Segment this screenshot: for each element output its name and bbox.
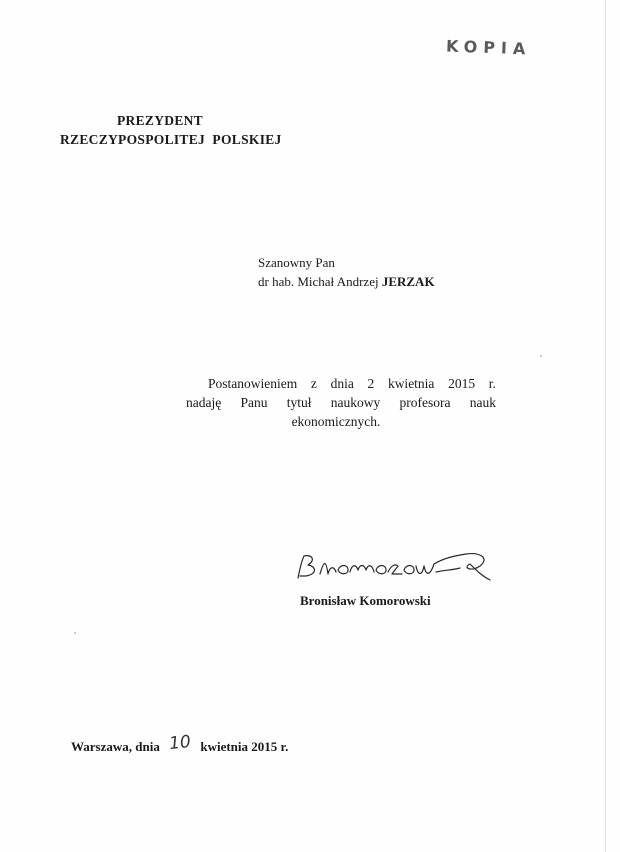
scan-speck: [74, 632, 76, 634]
body-line-3: ekonomicznych.: [291, 414, 381, 429]
body-word: tytuł: [286, 395, 312, 410]
handwritten-signature: [294, 548, 494, 593]
body-line-2: [186, 393, 496, 412]
letter-body: [186, 374, 496, 431]
letterhead-line-2: RZECZYPOSPOLITEJ POLSKIEJ: [60, 132, 282, 147]
letterhead: [60, 111, 282, 149]
body-word: profesora: [399, 395, 451, 410]
body-word: kwietnia: [387, 376, 435, 391]
letterhead-line-1: PREZYDENT: [117, 113, 203, 128]
body-line-1: [186, 374, 496, 393]
body-word: 2015: [448, 376, 476, 391]
copy-stamp: KOPIA: [445, 36, 532, 59]
signature-icon: [294, 548, 494, 588]
body-word: nauk: [469, 395, 496, 410]
body-word: z: [310, 376, 317, 391]
salutation: Szanowny Pan: [258, 255, 335, 270]
body-word: r.: [488, 376, 496, 391]
signer-name: Bronisław Komorowski: [300, 593, 431, 608]
addressee-block: [258, 253, 435, 291]
body-word: dnia: [330, 376, 354, 391]
date-day-handwritten: 10: [168, 731, 192, 755]
body-word: Postanowieniem: [208, 376, 298, 391]
scan-speck: [540, 355, 542, 357]
scan-edge: [605, 0, 606, 852]
body-word: naukowy: [330, 395, 381, 410]
date-line: [71, 731, 289, 756]
body-word: 2: [367, 376, 375, 391]
date-suffix: kwietnia 2015 r.: [200, 739, 289, 754]
recipient-surname: JERZAK: [381, 274, 435, 289]
recipient-name: [258, 272, 435, 291]
body-word: nadaję: [186, 395, 222, 410]
date-prefix: Warszawa, dnia: [71, 739, 160, 754]
recipient-name-prefix: dr hab. Michał Andrzej: [258, 274, 379, 289]
body-word: Panu: [240, 395, 268, 410]
